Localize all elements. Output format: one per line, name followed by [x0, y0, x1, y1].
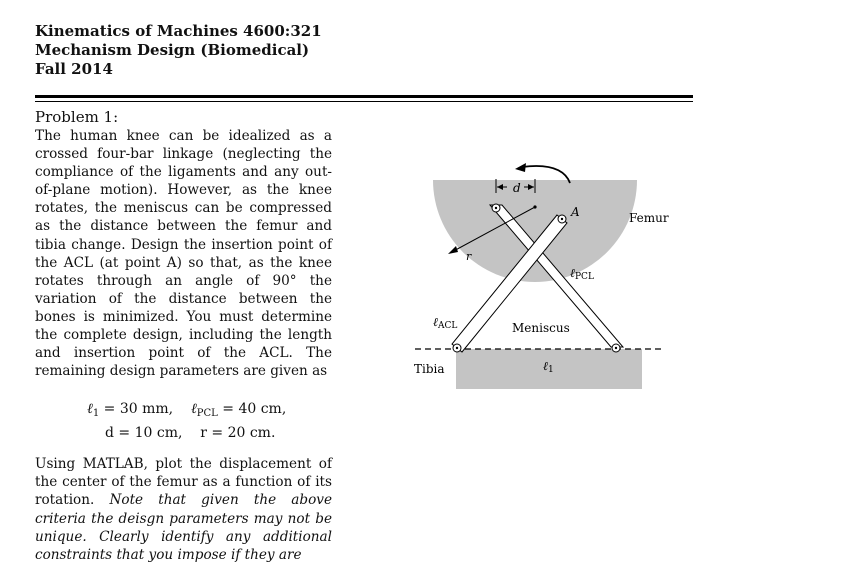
equation-row-lengths	[35, 398, 332, 422]
label-d: d	[513, 181, 521, 195]
lpcl-symbol: ℓ	[190, 401, 197, 417]
lpcl-value: = 40 cm,	[217, 401, 287, 417]
label-r: r	[466, 250, 472, 263]
label-acl-ell: ℓ	[433, 315, 438, 329]
label-meniscus: Meniscus	[512, 321, 570, 335]
l1-symbol: ℓ	[87, 401, 93, 417]
femur-body	[433, 180, 637, 282]
label-acl	[433, 315, 457, 331]
document-header	[35, 22, 322, 79]
problem-title: Problem 1:	[35, 108, 119, 126]
rotation-arrowhead	[515, 163, 526, 172]
l1-value: = 30 mm,	[99, 401, 174, 417]
acl-femur-pin-center	[561, 218, 563, 220]
label-tibia: Tibia	[414, 362, 445, 376]
course-title: Kinematics of Machines 4600:321	[35, 22, 322, 40]
label-point-a: A	[571, 205, 580, 219]
label-acl-sub: ACL	[438, 321, 458, 331]
given-parameters	[35, 398, 332, 445]
header-rule-thick	[35, 95, 693, 98]
r-equation: r = 20 cm.	[200, 425, 276, 441]
matlab-note: Note that given the above criteria the deisgn parameters may not be unique. Clearly identify any additional constraints that you impose if they are	[35, 492, 332, 564]
equation-row-geometry	[35, 422, 332, 445]
l1-subscript: 1	[92, 408, 100, 419]
acl-tibia-pin-center	[456, 347, 458, 349]
radius-arrowhead	[448, 246, 458, 254]
matlab-instructions	[35, 455, 332, 564]
label-pcl-ell: ℓ	[570, 266, 575, 280]
term: Fall 2014	[35, 60, 113, 78]
label-pcl-sub: PCL	[575, 272, 594, 282]
label-l1-sub: 1	[548, 365, 554, 375]
problem-statement: The human knee can be idealized as a crossed four-bar linkage (neglecting the compliance of the ligaments and any out-of-plane motion). However, as the knee rotates, the meniscus can be compressed as the distance between the femur and tibia change. Design the insertion point of the ACL (at point A) so that, as the knee rotates through an angle of 90° the variation of the distance between the bones is minimized. You must determine the complete design, including the length and insertion point of the ACL. The remaining design parameters are given as	[35, 128, 332, 380]
label-femur: Femur	[629, 211, 669, 225]
pcl-tibia-pin-center	[615, 347, 617, 349]
header-rule-thin	[35, 101, 693, 102]
d-equation: d = 10 cm,	[105, 425, 183, 441]
pcl-femur-pin-center	[495, 207, 497, 209]
label-l1-ell: ℓ	[543, 359, 548, 373]
matlab-text: Using MATLAB, plot the displacement of the center of the femur as a function of its rotation.	[35, 456, 332, 509]
knee-linkage-figure	[400, 160, 680, 400]
lpcl-subscript: PCL	[196, 408, 218, 419]
course-subtitle: Mechanism Design (Biomedical)	[35, 41, 310, 59]
